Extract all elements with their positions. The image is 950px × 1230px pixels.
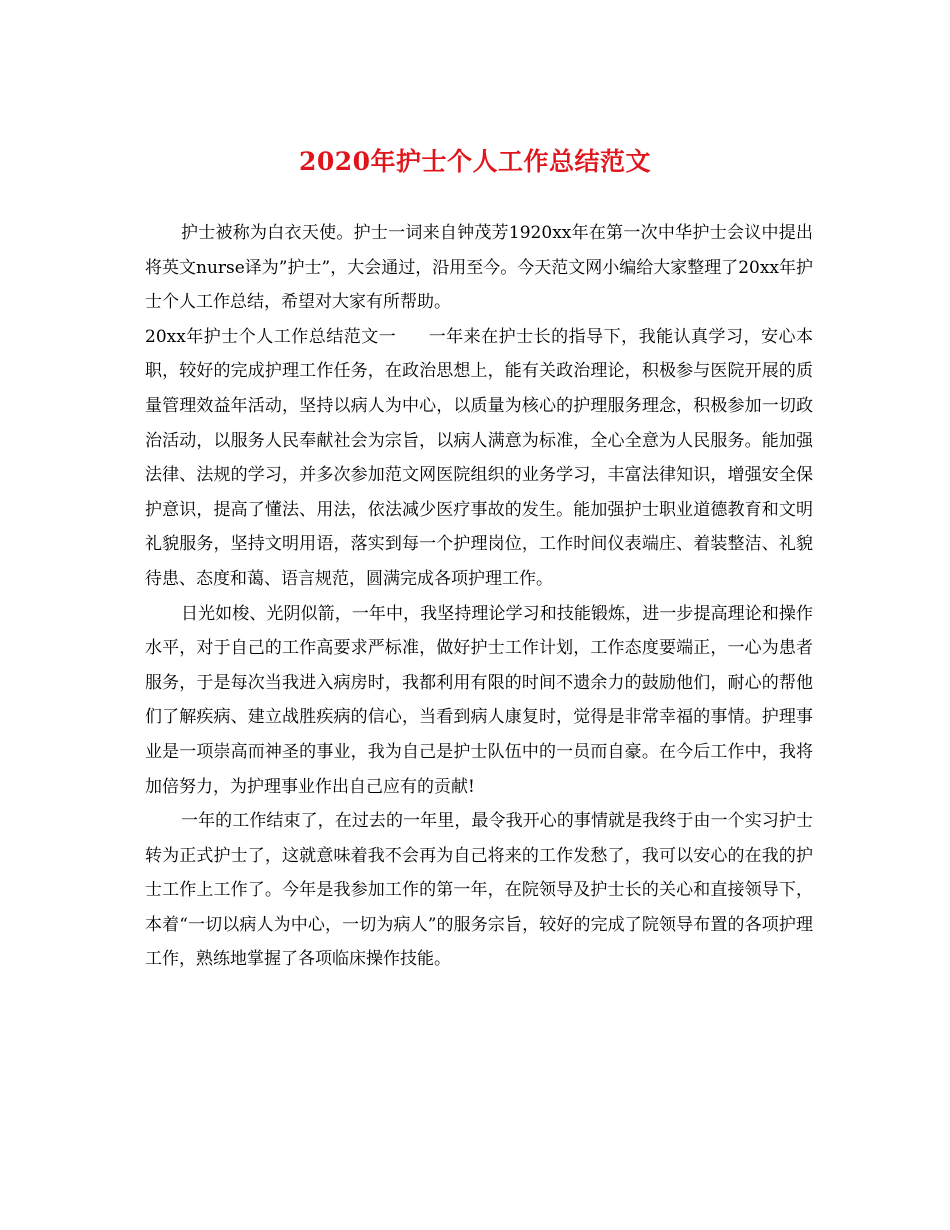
document-body: [145, 216, 813, 977]
section-first-paragraph: 一年来在护士长的指导下，我能认真学习，安心本职，较好的完成护理工作任务，在政治思想上，能有关政治理论，积极参与医院开展的质量管理效益年活动，坚持以病人为中心，以质量为核心的护理服务理念，积极参加一切政治活动，以服务人民奉献社会为宗旨，以病人满意为标准，全心全意为人民服务。能加强法律、法规的学习，并多次参加范文网医院组织的业务学习，丰富法律知识，增强安全保护意识，提高了懂法、用法，依法减少医疗事故的发生。能加强护士职业道德教育和文明礼貌服务，坚持文明用语，落实到每一个护理岗位，工作时间仪表端庄、着装整洁、礼貌待患、态度和蔼、语言规范，圆满完成各项护理工作。: [145, 326, 814, 589]
body-paragraph-2: 一年的工作结束了，在过去的一年里，最令我开心的事情就是我终于由一个实习护士转为正式护士了，这就意味着我不会再为自己将来的工作发愁了，我可以安心的在我的护士工作上工作了。今年是我参加工作的第一年，在院领导及护士长的关心和直接领导下，本着“一切以病人为中心，一切为病人”的服务宗旨，较好的完成了院领导布置的各项护理工作，熟练地掌握了各项临床操作技能。: [145, 811, 813, 970]
intro-paragraph: 护士被称为白衣天使。护士一词来自钟茂芳1920xx年在第一次中华护士会议中提出将英文nurse译为”护士”，大会通过，沿用至今。今天范文网小编给大家整理了20xx年护士个人工作总结，希望对大家有所帮助。: [145, 223, 813, 313]
section-paragraph: [145, 320, 813, 597]
body-paragraph-1: 日光如梭、光阴似箭，一年中，我坚持理论学习和技能锻炼，进一步提高理论和操作水平，对于自己的工作高要求严标准，做好护士工作计划，工作态度要端正，一心为患者服务，于是每次当我进入病房时，我都利用有限的时间不遗余力的鼓励他们，耐心的帮他们了解疾病、建立战胜疾病的信心，当看到病人康复时，觉得是非常幸福的事情。护理事业是一项崇高而神圣的事业，我为自己是护士队伍中的一员而自豪。在今后工作中，我将加倍努力，为护理事业作出自己应有的贡献!: [145, 603, 813, 797]
document-title: 2020年护士个人工作总结范文: [298, 147, 652, 176]
section-heading: 20xx年护士个人工作总结范文一: [145, 326, 397, 347]
